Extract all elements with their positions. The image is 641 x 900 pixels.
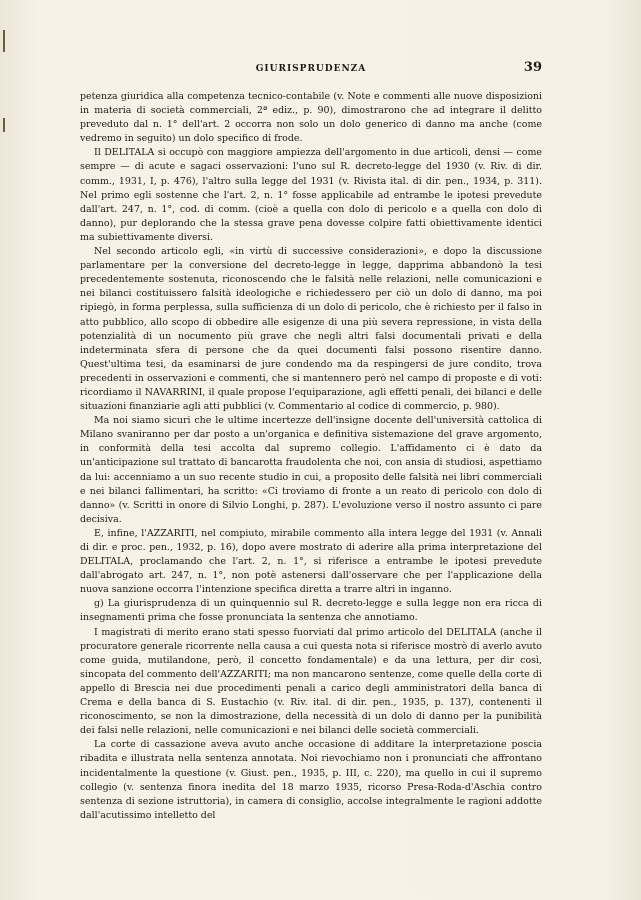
paragraph: I magistrati di merito erano stati spesso fuorviati dal primo articolo del DELITALA (anche il procuratore generale ricorrente nella causa a cui questa nota si riferisce mostrò di averlo avuto come guida, mutilandone, però, il concetto fondamentale) e da una lettura, per dir così, sincopata del commento dell'AZZARITI; ma non mancarono sentenze, come quelle della corte di appello di Brescia nei due procedimenti penali a carico degli amministratori della banca di Crema e della banca di S. Eustachio (v. Riv. ital. di dir. pen., 1935, p. 137), contenenti il riconoscimento, se non la dimostrazione, della necessità di un dolo di danno per la punibilità dei falsi nelle relazioni, nelle comunicazioni e nei bilanci delle società commerciali. [80, 626, 542, 737]
page-number: 39 [523, 60, 542, 75]
binding-mark [3, 118, 5, 132]
paragraph: La corte di cassazione aveva avuto anche occasione di additare la interpretazione poscia ribadita e illustrata nella sentenza annotata. Noi rievochiamo non i pronunciati che affrontano incidentalmente la questione (v. Giust. pen., 1935, p. III, c. 220), ma quello in cui il supremo collegio (v. sentenza finora inedita del 18 marzo 1935, ricorso Presa-Roda-d'Aschia contro sentenza di sezione istruttoria), in camera di consiglio, accolse integralmente le ragioni addotte dall'acutissimo intelletto del [80, 739, 542, 821]
body-text [80, 90, 542, 823]
paragraph: Ma noi siamo sicuri che le ultime incertezze dell'insigne docente dell'università cattolica di Milano svaniranno per dar posto a un'organica e definitiva sistemazione del grave argomento, in conformità della tesi accolta dal supremo collegio. L'affidamento ci è dato da un'anticipazione sul trattato di bancarotta fraudolenta che noi, con ansia di studiosi, aspettiamo da lui: accenniamo a un suo recente studio in cui, a proposito delle falsità nei libri commerciali e nei bilanci fallimentari, ha scritto: «Ci troviamo di fronte a un reato di pericolo con dolo di danno» (v. Scritti in onore di Silvio Longhi, p. 287). L'evoluzione verso il nostro assunto ci pare decisiva. [80, 415, 542, 525]
paragraph: g) La giurisprudenza di un quinquennio sul R. decreto-legge e sulla legge non era ricca di insegnamenti prima che fosse pronunciata la sentenza che annotiamo. [80, 598, 542, 624]
paragraph: Il DELITALA si occupò con maggiore ampiezza dell'argomento in due articoli, densi — come sempre — di acute e sagaci osservazioni: l'uno sul R. decreto-legge del 1930 (v. Riv. di dir. comm., 1931, I, p. 476), l'altro sulla legge del 1931 (v. Rivista ital. di dir. pen., 1934, p. 311). Nel primo egli sostenne che l'art. 2, n. 1° fosse applicabile ad entrambe le ipotesi prevedute dall'art. 247, n. 1°, cod. di comm. (cioè a quella con dolo di pericolo e a quella con dolo di danno), pur deplorando che la stessa grave pena dovesse colpire fatti obiettivamente identici ma subiettivamente diversi. [80, 147, 542, 243]
paragraph: Nel secondo articolo egli, «in virtù di successive considerazioni», e dopo la discussione parlamentare per la conversione del decreto-legge in legge, dapprima abbandonò la tesi precedentemente sostenuta, riconoscendo che le falsità nelle relazioni, nelle comunicazioni e nei bilanci costituissero falsità ideologiche e richiedessero per ciò un dolo di danno, ma poi ripiegò, in forma perplessa, sulla sufficienza di un dolo di pericolo, che è richiesto per il falso in atto pubblico, allo scopo di obbedire alle esigenze di una più severa repressione, in vista della potenzialità di un nocumento più grave che negli altri falsi documentali privati e della indeterminata sfera di persone che da quei documenti falsi possono risentire danno. Quest'ultima tesi, da esaminarsi de jure condendo ma da respingersi de jure condito, trova precedenti in osservazioni e commenti, che si mantennero però nel campo di proposte e di voti: ricordiamo il NAVARRINI, il quale propose l'equiparazione, agli effetti penali, dei bilanci e delle situazioni finanziarie agli atti pubblici (v. Commentario al codice di commercio, p. 980). [80, 246, 542, 413]
running-title: GIURISPRUDENZA [255, 64, 367, 74]
paragraph: petenza giuridica alla competenza tecnico-contabile (v. Note e commenti alle nuove disposizioni in materia di società commerciali, 2ª ediz., p. 90), dimostrarono che ad integrare il delitto preveduto dal n. 1° dell'art. 2 occorra non solo un dolo generico di danno ma anche (come vedremo in seguito) un dolo specifico di frode. [80, 91, 542, 145]
page-header [80, 60, 542, 80]
binding-mark [3, 30, 5, 52]
paragraph: E, infine, l'AZZARITI, nel compiuto, mirabile commento alla intera legge del 1931 (v. Annali di dir. e proc. pen., 1932, p. 16), dopo avere mostrato di aderire alla prima interpretazione del DELITALA, proclamando che l'art. 2, n. 1°, si riferisce a entrambe le ipotesi prevedute dall'abrogato art. 247, n. 1°, non potè astenersi dall'osservare che per l'applicazione della nuova sanzione occorra l'intenzione specifica diretta a trarre altri in inganno. [80, 527, 542, 596]
